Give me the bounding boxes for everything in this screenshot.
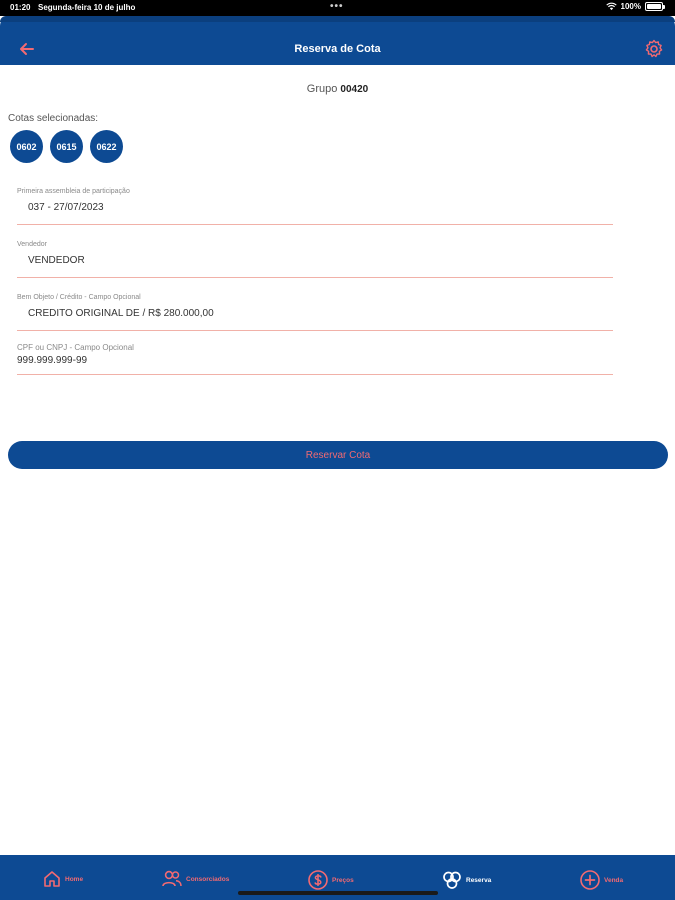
wifi-icon: [606, 2, 617, 11]
circles-icon: [441, 869, 463, 891]
multitasking-dots[interactable]: •••: [330, 1, 344, 12]
tab-label: Venda: [604, 876, 624, 884]
tab-label: Home: [65, 875, 84, 883]
users-icon: [161, 869, 183, 889]
home-indicator[interactable]: [238, 891, 438, 895]
credit-value[interactable]: CREDITO ORIGINAL DE / R$ 280.000,00: [28, 308, 214, 319]
tab-precos[interactable]: [307, 869, 354, 891]
tab-consorciados[interactable]: [161, 869, 229, 889]
status-time: 01:20: [10, 3, 31, 12]
group-line: [0, 83, 675, 95]
status-right: [606, 2, 663, 11]
cpf-cnpj-field[interactable]: [17, 343, 613, 375]
app-header: [0, 16, 675, 65]
cota-chip[interactable]: 0622: [90, 130, 123, 163]
tab-label: Preços: [332, 876, 354, 884]
tab-home[interactable]: [42, 869, 83, 889]
seller-label: Vendedor: [17, 241, 47, 248]
cotas-label: Cotas selecionadas:: [8, 113, 99, 124]
group-label: Grupo: [306, 83, 338, 95]
gear-icon[interactable]: [643, 38, 665, 60]
dollar-icon: [307, 869, 329, 891]
status-date: Segunda-feira 10 de julho: [38, 3, 136, 12]
plus-circle-icon: [579, 869, 601, 891]
tab-label: Reserva: [466, 876, 492, 884]
credit-field[interactable]: [17, 294, 613, 331]
tab-reserva[interactable]: [441, 869, 491, 891]
tab-label: Consorciados: [186, 875, 230, 883]
battery-icon: [645, 2, 663, 11]
home-icon: [42, 869, 62, 889]
credit-label: Bem Objeto / Crédito - Campo Opcional: [17, 294, 141, 301]
first-assembly-field[interactable]: [17, 188, 613, 225]
cpf-cnpj-value[interactable]: 999.999.999-99: [17, 355, 88, 366]
cota-chip[interactable]: 0615: [50, 130, 83, 163]
seller-value[interactable]: VENDEDOR: [28, 255, 85, 266]
reserve-button[interactable]: Reservar Cota: [8, 441, 668, 469]
page-title: Reserva de Cota: [294, 43, 381, 55]
seller-field[interactable]: [17, 241, 613, 278]
cota-chip[interactable]: 0602: [10, 130, 43, 163]
cpf-cnpj-label: CPF ou CNPJ - Campo Opcional: [17, 343, 134, 352]
battery-percent: 100%: [620, 2, 641, 11]
tab-venda[interactable]: [579, 869, 623, 891]
cota-chips: [10, 130, 123, 163]
group-number: 00420: [340, 84, 369, 95]
first-assembly-label: Primeira assembleia de participação: [17, 188, 130, 195]
status-bar: [0, 0, 675, 16]
first-assembly-value[interactable]: 037 - 27/07/2023: [28, 202, 104, 213]
